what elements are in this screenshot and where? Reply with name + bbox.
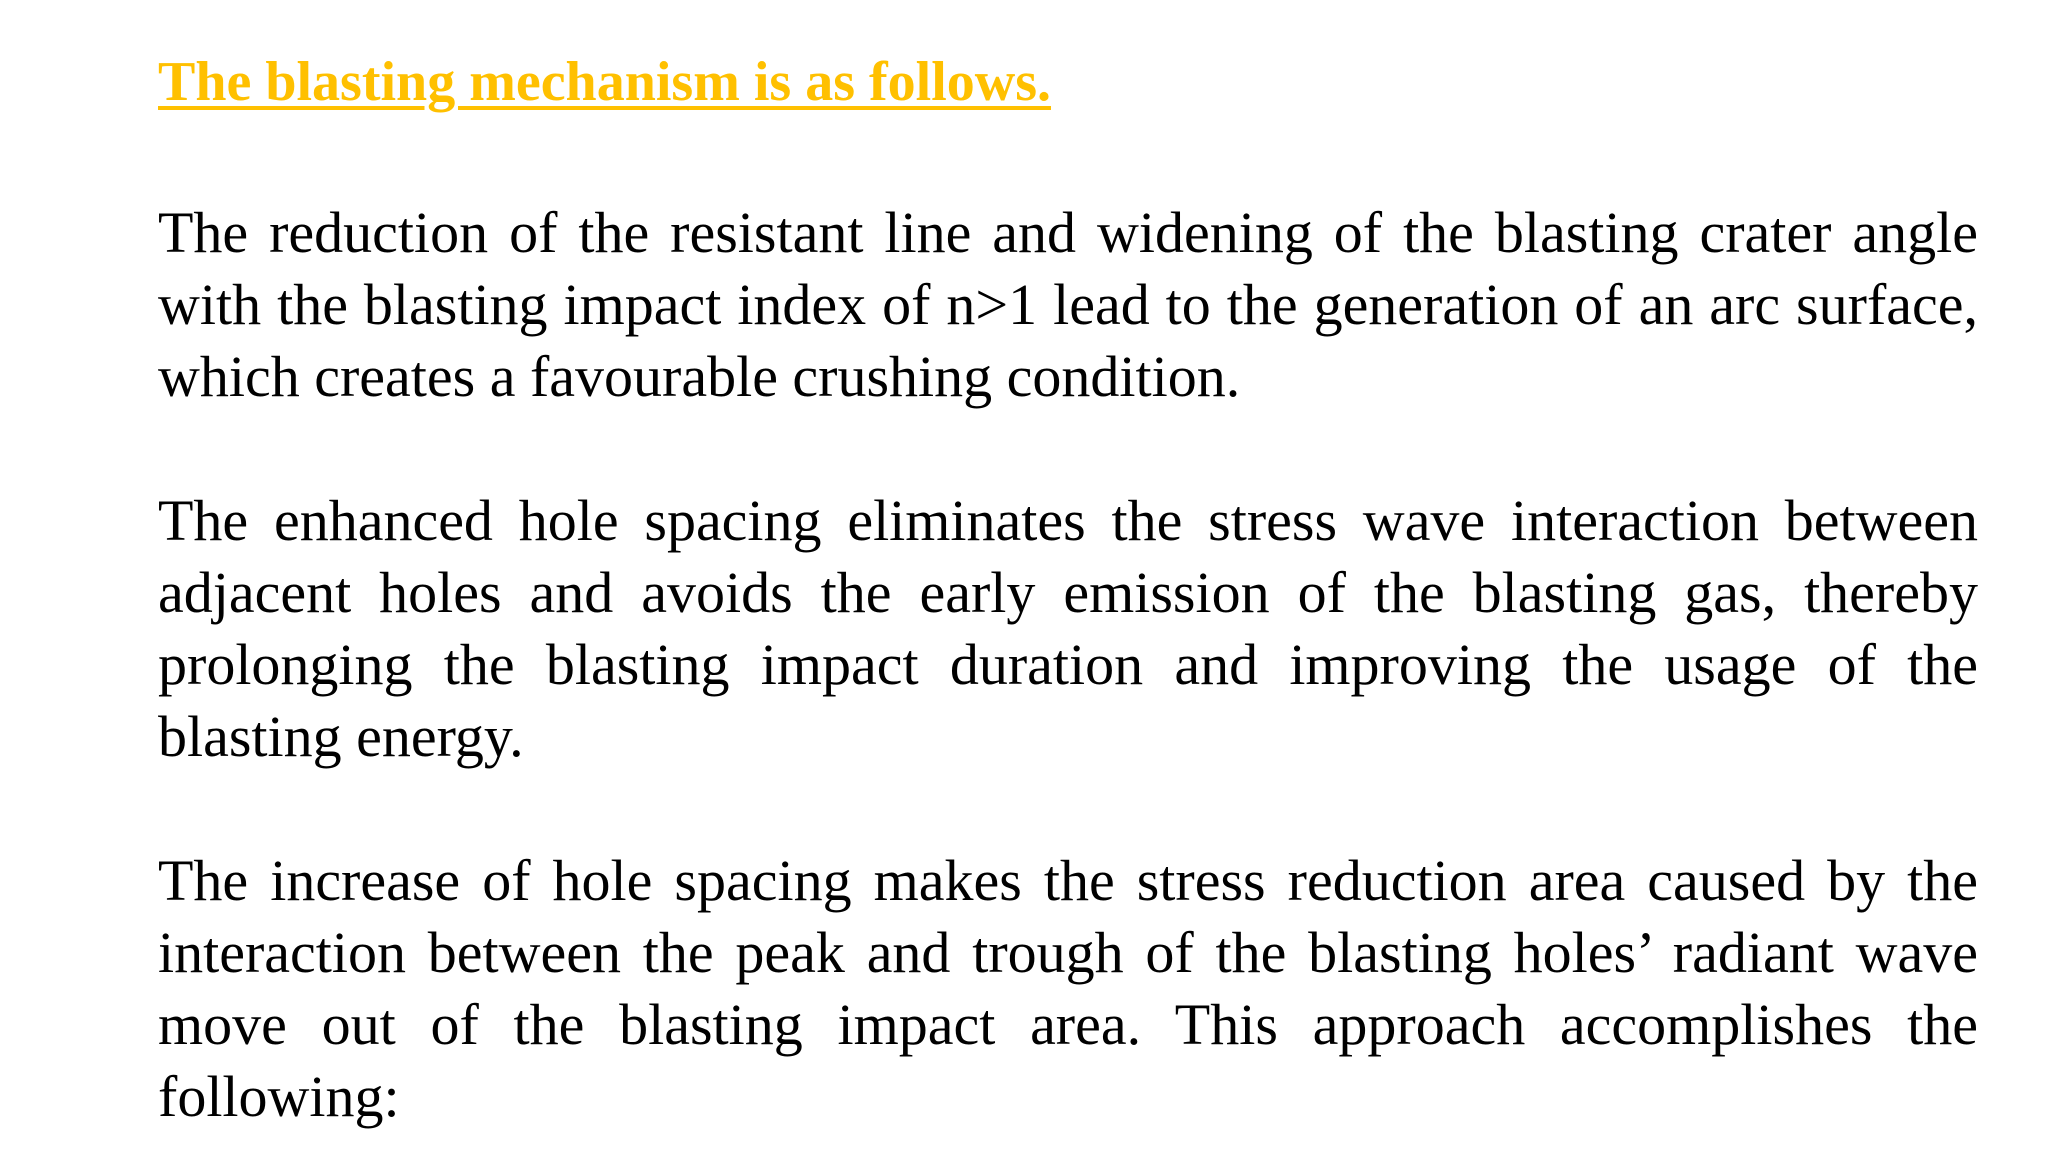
slide-heading: The blasting mechanism is as follows.: [158, 51, 1051, 113]
paragraph-hole-spacing: The enhanced hole spacing eliminates the stress wave interaction between adjacent holes and avoids the early emission of the blasting gas, thereby prolonging the blasting impact duration and improving the usage of the blasting energy.: [158, 488, 1978, 769]
paragraph-crater-angle: The reduction of the resistant line and widening of the blasting crater angle with the blasting impact index of n>1 lead to the generation of an arc surface, which creates a favourable crushing condition.: [158, 200, 1978, 409]
paragraph-stress-reduction: The increase of hole spacing makes the stress reduction area caused by the interaction between the peak and trough of the blasting holes’ radiant wave move out of the blasting impact area. This approach accomplishes the following:: [158, 848, 1978, 1129]
